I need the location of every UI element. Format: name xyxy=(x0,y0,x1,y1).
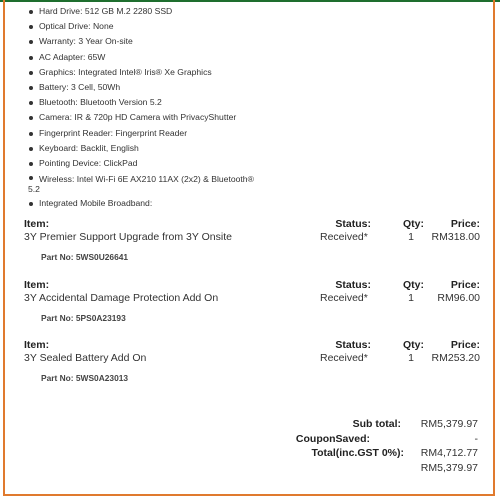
status-header: Status: xyxy=(335,218,371,230)
total-label: Total(inc.GST 0%): xyxy=(311,447,404,459)
wireless-text: Wireless: Intel Wi-Fi 6E AX210 11AX (2x2) & Bluetooth® xyxy=(39,174,254,185)
item-name: 3Y Sealed Battery Add On xyxy=(24,352,147,364)
item-status: Received* xyxy=(320,352,368,364)
total-row xyxy=(218,447,478,462)
price-header: Price: xyxy=(450,339,480,351)
spec-item: Camera: IR & 720p HD Camera with PrivacyShutter xyxy=(28,110,328,125)
total-value: RM4,712.77 xyxy=(420,447,478,459)
spec-item: AC Adapter: 65W xyxy=(28,50,328,65)
item-header-row xyxy=(24,339,480,352)
item-status: Received* xyxy=(320,292,368,304)
qty-header: Qty: xyxy=(403,339,424,351)
item-header-row xyxy=(24,279,480,292)
coupon-label: CouponSaved: xyxy=(295,432,370,445)
spec-item: Fingerprint Reader: Fingerprint Reader xyxy=(28,126,328,141)
part-number: Part No: 5WS0U26641 xyxy=(41,252,129,262)
price-header: Price: xyxy=(450,279,480,291)
total-extra-row xyxy=(218,462,478,477)
subtotal-row xyxy=(218,418,478,433)
subtotal-value: RM5,379.97 xyxy=(420,418,478,430)
spec-item: Keyboard: Backlit, English xyxy=(28,141,328,156)
order-item xyxy=(24,279,480,323)
spec-item: Optical Drive: None xyxy=(28,19,328,34)
spec-item: Bluetooth: Bluetooth Version 5.2 xyxy=(28,95,328,110)
order-totals xyxy=(218,418,478,476)
item-value-row xyxy=(24,292,480,305)
status-header: Status: xyxy=(335,339,371,351)
spec-item: Pointing Device: ClickPad xyxy=(28,156,328,171)
item-header: Item: xyxy=(24,218,50,230)
item-price: RM253.20 xyxy=(431,352,480,364)
order-item xyxy=(24,339,480,383)
item-qty: 1 xyxy=(408,292,414,304)
spec-item: Integrated Mobile Broadband: xyxy=(28,196,328,211)
item-name: 3Y Premier Support Upgrade from 3Y Onsite xyxy=(24,231,232,243)
spec-item-wireless xyxy=(28,171,328,196)
part-number: Part No: 5PS0A23193 xyxy=(41,313,126,323)
item-value-row xyxy=(24,352,480,365)
total-extra-value: RM5,379.97 xyxy=(420,461,478,474)
spec-item: Graphics: Integrated Intel® Iris® Xe Graphics xyxy=(28,65,328,80)
qty-header: Qty: xyxy=(403,218,424,230)
subtotal-label: Sub total: xyxy=(352,418,401,430)
wireless-text-continued: 5.2 xyxy=(28,184,40,195)
order-item xyxy=(24,218,480,262)
coupon-value: - xyxy=(474,432,478,445)
item-qty: 1 xyxy=(408,231,414,243)
item-value-row xyxy=(24,231,480,244)
item-header: Item: xyxy=(24,339,50,351)
status-header: Status: xyxy=(335,279,371,291)
item-header: Item: xyxy=(24,279,50,291)
part-number: Part No: 5WS0A23013 xyxy=(41,373,129,383)
price-header: Price: xyxy=(450,218,480,230)
coupon-row xyxy=(218,433,478,448)
spec-item: Warranty: 3 Year On-site xyxy=(28,34,328,49)
item-price: RM96.00 xyxy=(437,292,480,304)
spec-list xyxy=(28,4,328,211)
item-status: Received* xyxy=(320,231,368,243)
qty-header: Qty: xyxy=(403,279,424,291)
item-name: 3Y Accidental Damage Protection Add On xyxy=(24,292,219,304)
item-price: RM318.00 xyxy=(431,231,480,243)
item-qty: 1 xyxy=(408,352,414,364)
spec-item: Hard Drive: 512 GB M.2 2280 SSD xyxy=(28,4,328,19)
spec-item: Battery: 3 Cell, 50Wh xyxy=(28,80,328,95)
item-header-row xyxy=(24,218,480,231)
